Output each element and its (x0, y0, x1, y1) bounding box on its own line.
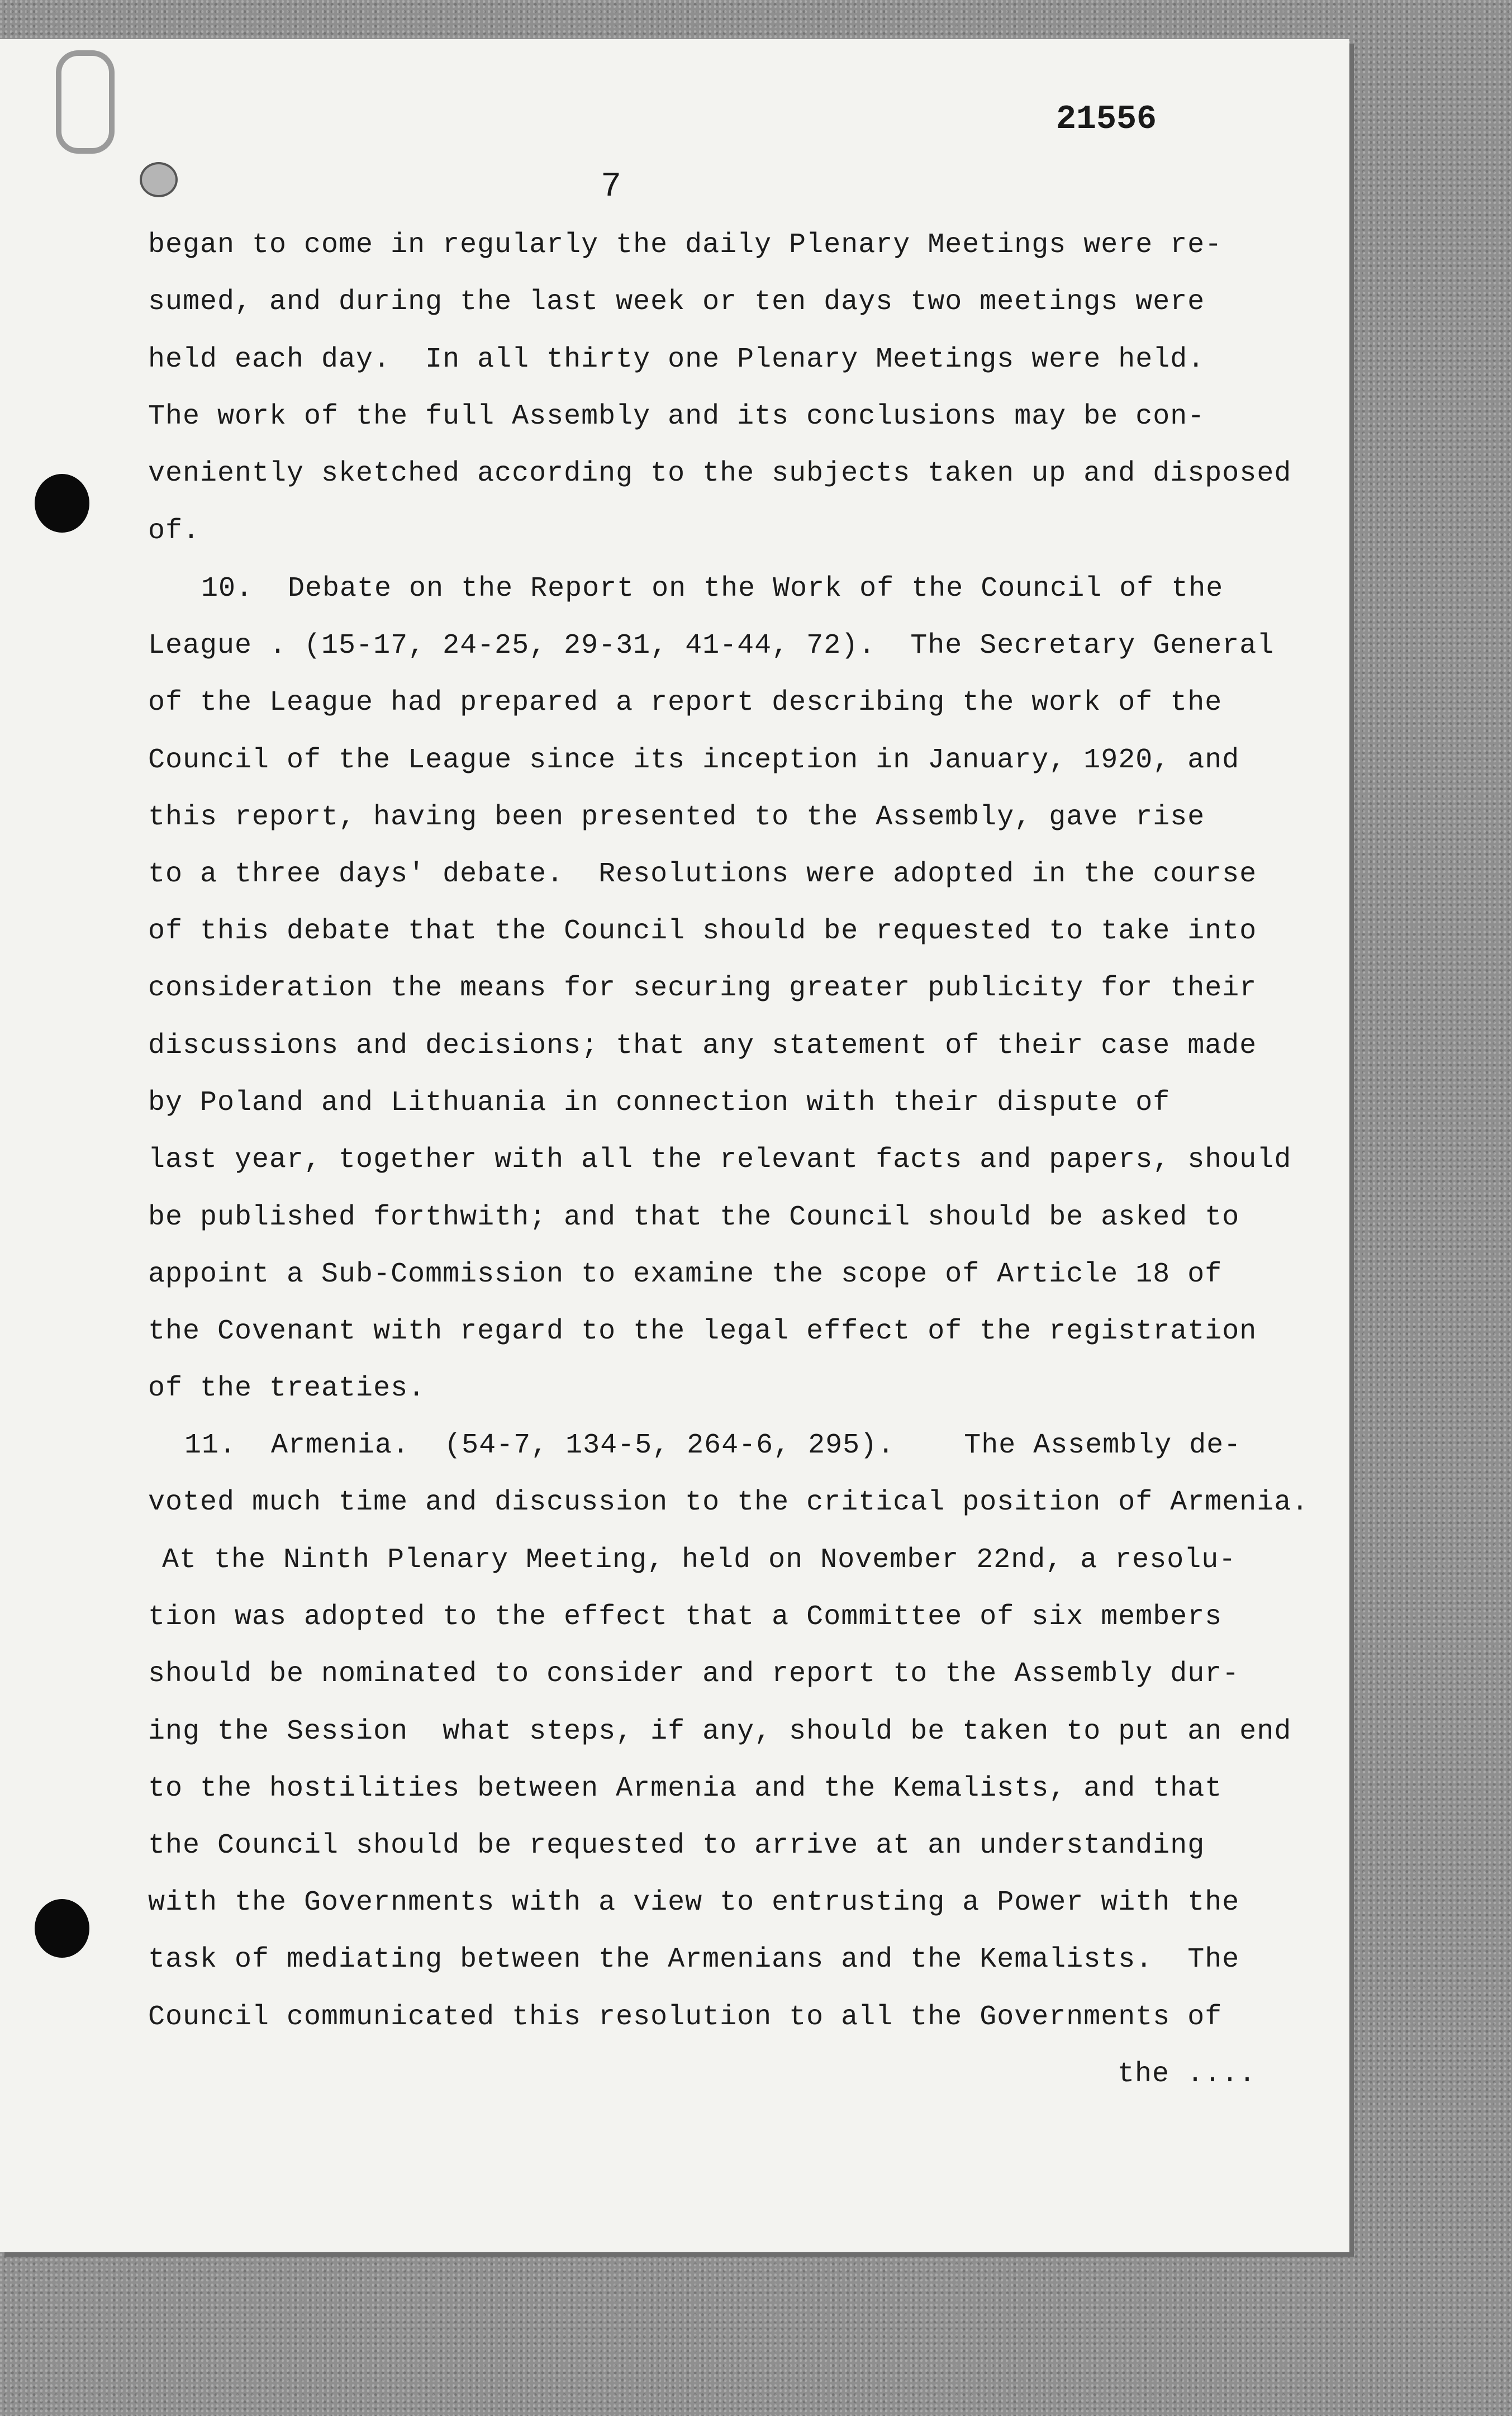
text-line: 11. Armenia. (54-7, 134-5, 264-6, 295). The Assembly de- (184, 1430, 1242, 1461)
text-line: began to come in regularly the daily Plenary Meetings were re- (148, 229, 1223, 261)
page-number: 7 (601, 167, 622, 206)
text-line: veniently sketched according to the subjects taken up and disposed (148, 458, 1292, 490)
text-line: held each day. In all thirty one Plenary Meetings were held. (148, 344, 1205, 376)
text-line: ing the Session what steps, if any, should be taken to put an end (148, 1716, 1292, 1748)
text-line: of the League had prepared a report describing the work of the (148, 687, 1223, 719)
text-line: consideration the means for securing greater publicity for their (148, 972, 1257, 1004)
text-line: last year, together with all the relevant facts and papers, should (148, 1144, 1292, 1176)
text-line: should be nominated to consider and report to the Assembly dur- (148, 1658, 1240, 1690)
text-line: sumed, and during the last week or ten days two meetings were (148, 286, 1205, 318)
text-line: this report, having been presented to the Assembly, gave rise (148, 801, 1205, 833)
text-line: task of mediating between the Armenians and the Kemalists. The (148, 1944, 1240, 1976)
text-line: the .... (1118, 2058, 1257, 2090)
text-line: of the treaties. (148, 1373, 426, 1404)
text-line: tion was adopted to the effect that a Committee of six members (148, 1601, 1223, 1633)
text-line: appoint a Sub-Commission to examine the scope of Article 18 of (148, 1259, 1223, 1290)
document-number: 21556 (1056, 101, 1157, 139)
punch-hole-top (35, 474, 89, 533)
text-line: be published forthwith; and that the Council should be asked to (148, 1202, 1240, 1233)
text-line: At the Ninth Plenary Meeting, held on November 22nd, a resolu- (162, 1544, 1237, 1576)
punch-hole-bottom (35, 1899, 89, 1958)
text-line: Council communicated this resolution to all the Governments of (148, 2001, 1223, 2033)
text-line: to the hostilities between Armenia and the Kemalists, and that (148, 1773, 1223, 1805)
text-line: League . (15-17, 24-25, 29-31, 41-44, 72). The Secretary General (148, 630, 1275, 662)
text-line: discussions and decisions; that any statement of their case made (148, 1030, 1257, 1062)
text-line: of this debate that the Council should be requested to take into (148, 915, 1257, 947)
text-line: with the Governments with a view to entrusting a Power with the (148, 1887, 1240, 1919)
text-line: Council of the League since its inception in January, 1920, and (148, 744, 1240, 776)
text-line: The work of the full Assembly and its conclusions may be con- (148, 401, 1205, 433)
text-line: the Council should be requested to arrive at an understanding (148, 1830, 1205, 1862)
text-line: 10. Debate on the Report on the Work of the Council of the (201, 573, 1224, 605)
text-line: to a three days' debate. Resolutions were adopted in the course (148, 858, 1257, 890)
text-line: the Covenant with regard to the legal effect of the registration (148, 1316, 1257, 1347)
ink-speck (140, 162, 178, 197)
text-line: of. (148, 515, 201, 547)
paper-clip-mark (56, 50, 115, 154)
text-line: by Poland and Lithuania in connection with their dispute of (148, 1087, 1171, 1119)
document-page (0, 39, 1349, 2252)
text-line: voted much time and discussion to the critical position of Armenia. (148, 1487, 1309, 1518)
